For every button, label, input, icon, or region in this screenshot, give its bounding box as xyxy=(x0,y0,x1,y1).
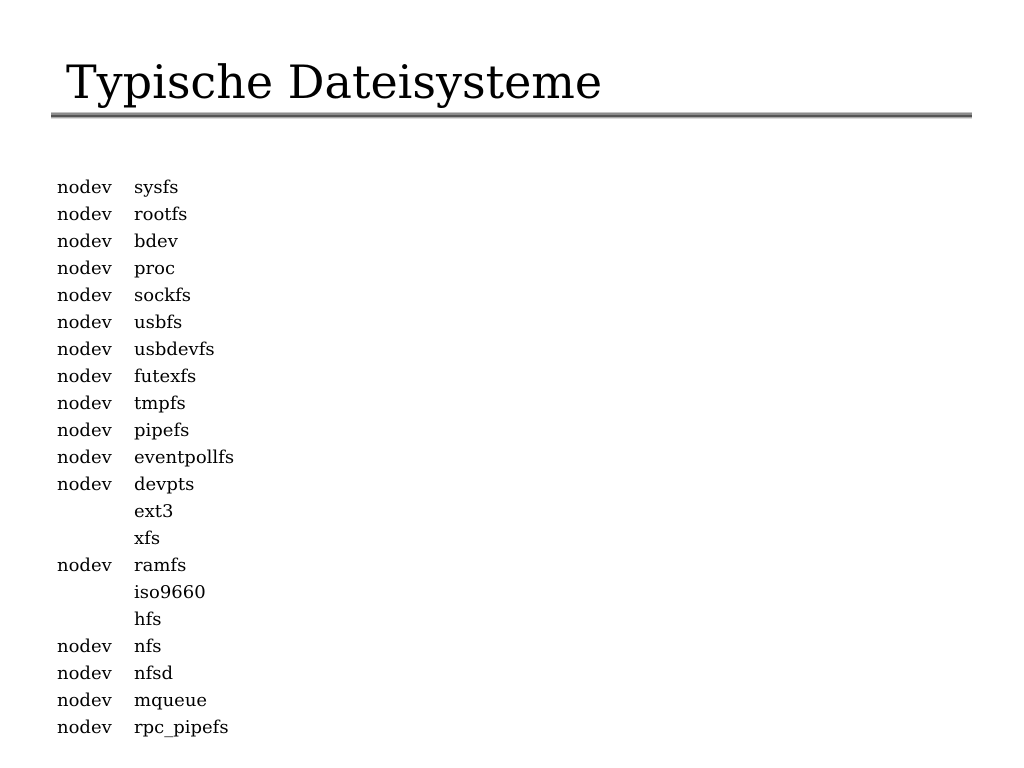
filesystem-name: devpts xyxy=(134,474,195,495)
filesystem-row xyxy=(57,633,234,660)
filesystem-name: ramfs xyxy=(134,555,187,576)
filesystem-name: usbfs xyxy=(134,312,183,333)
filesystem-name: xfs xyxy=(134,528,161,549)
filesystem-flag: nodev xyxy=(57,366,112,387)
filesystem-name: rootfs xyxy=(134,204,188,225)
filesystem-row xyxy=(57,552,234,579)
filesystem-row xyxy=(57,525,234,552)
filesystem-flag: nodev xyxy=(57,420,112,441)
filesystem-flag: nodev xyxy=(57,663,112,684)
filesystem-row xyxy=(57,471,234,498)
filesystem-flag: nodev xyxy=(57,474,112,495)
filesystem-name: pipefs xyxy=(134,420,190,441)
filesystem-row xyxy=(57,606,234,633)
filesystem-flag: nodev xyxy=(57,717,112,738)
filesystem-flag: nodev xyxy=(57,177,112,198)
filesystem-name: tmpfs xyxy=(134,393,186,414)
filesystem-flag: nodev xyxy=(57,312,112,333)
filesystem-row xyxy=(57,336,234,363)
filesystem-list xyxy=(57,174,234,741)
filesystem-row xyxy=(57,714,234,741)
filesystem-name: mqueue xyxy=(134,690,208,711)
filesystem-flag xyxy=(57,606,134,633)
filesystem-flag xyxy=(57,579,134,606)
filesystem-name: futexfs xyxy=(134,366,197,387)
filesystem-row xyxy=(57,309,234,336)
filesystem-flag: nodev xyxy=(57,258,112,279)
filesystem-row xyxy=(57,201,234,228)
filesystem-flag: nodev xyxy=(57,204,112,225)
filesystem-row xyxy=(57,417,234,444)
filesystem-name: ext3 xyxy=(134,501,174,522)
filesystem-flag: nodev xyxy=(57,339,112,360)
filesystem-row xyxy=(57,660,234,687)
filesystem-flag: nodev xyxy=(57,231,112,252)
filesystem-name: proc xyxy=(134,258,176,279)
filesystem-name: sockfs xyxy=(134,285,191,306)
filesystem-row xyxy=(57,498,234,525)
filesystem-name: bdev xyxy=(134,231,178,252)
filesystem-name: iso9660 xyxy=(134,582,206,603)
filesystem-flag: nodev xyxy=(57,636,112,657)
filesystem-row xyxy=(57,174,234,201)
filesystem-flag: nodev xyxy=(57,690,112,711)
filesystem-row xyxy=(57,687,234,714)
filesystem-name: usbdevfs xyxy=(134,339,215,360)
filesystem-row xyxy=(57,444,234,471)
slide-title: Typische Dateisysteme xyxy=(66,55,603,109)
filesystem-name: rpc_pipefs xyxy=(134,717,229,738)
filesystem-name: nfsd xyxy=(134,663,174,684)
filesystem-row xyxy=(57,282,234,309)
filesystem-row xyxy=(57,390,234,417)
filesystem-flag xyxy=(57,525,134,552)
filesystem-flag: nodev xyxy=(57,285,112,306)
filesystem-flag xyxy=(57,498,134,525)
title-divider xyxy=(51,112,972,119)
filesystem-row xyxy=(57,255,234,282)
filesystem-row xyxy=(57,579,234,606)
filesystem-flag: nodev xyxy=(57,555,112,576)
filesystem-name: eventpollfs xyxy=(134,447,235,468)
filesystem-row xyxy=(57,363,234,390)
filesystem-flag: nodev xyxy=(57,393,112,414)
filesystem-row xyxy=(57,228,234,255)
filesystem-name: sysfs xyxy=(134,177,179,198)
filesystem-name: hfs xyxy=(134,609,162,630)
filesystem-name: nfs xyxy=(134,636,162,657)
filesystem-flag: nodev xyxy=(57,447,112,468)
